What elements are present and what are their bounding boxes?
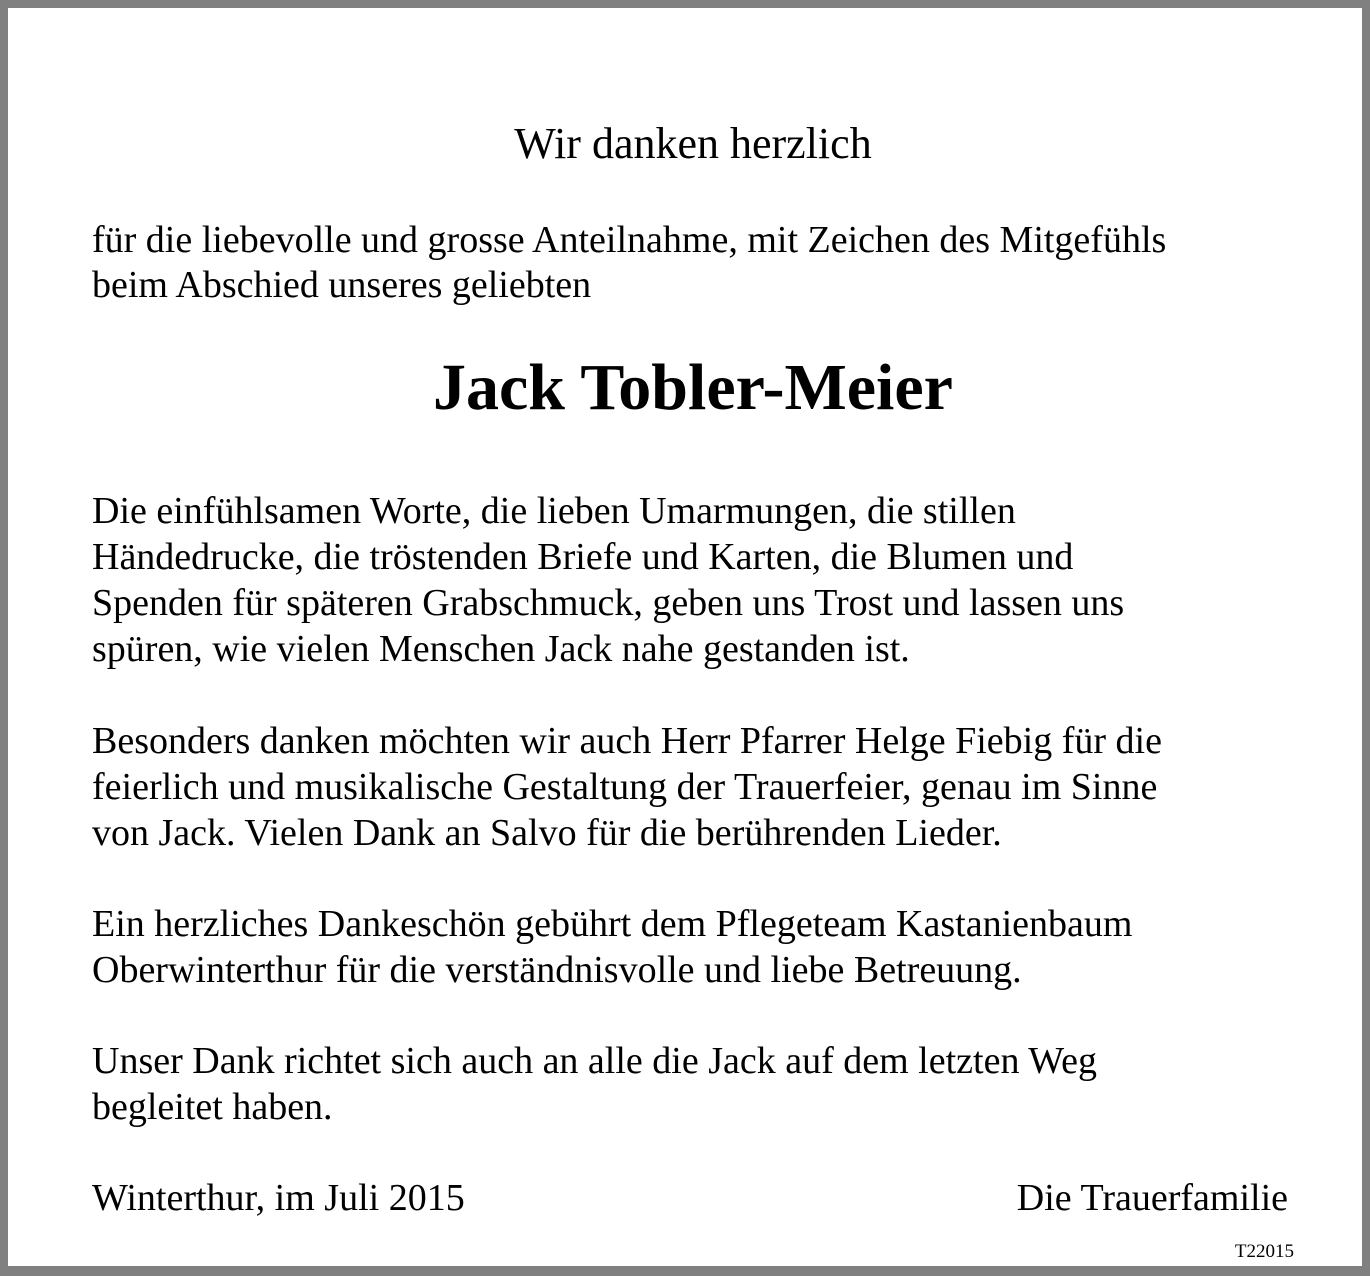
intro-line: beim Abschied unseres geliebten (92, 264, 592, 306)
paragraph-line: Besonders danken möchten wir auch Herr Pfarrer Helge Fiebig für die (92, 720, 1162, 762)
notice-heading: Wir danken herzlich (514, 119, 872, 168)
ad-code: T22015 (1234, 1241, 1294, 1262)
intro-line: für die liebevolle und grosse Anteilnahme, mit Zeichen des Mitgefühls (92, 219, 1167, 261)
place-date: Winterthur, im Juli 2015 (92, 1177, 465, 1219)
paragraph-line: feierlich und musikalische Gestaltung der Trauerfeier, genau im Sinne (92, 766, 1158, 808)
paragraph-line: Die einfühlsamen Worte, die lieben Umarmungen, die stillen (92, 490, 1016, 532)
paragraph-line: begleitet haben. (92, 1086, 333, 1128)
paragraph-care-team-thanks (92, 901, 1132, 993)
signature: Die Trauerfamilie (1016, 1177, 1288, 1219)
intro-text (92, 218, 1166, 308)
paragraph-line: von Jack. Vielen Dank an Salvo für die berührenden Lieder. (92, 812, 1002, 854)
paragraph-line: Spenden für späteren Grabschmuck, geben uns Trost und lassen uns (92, 582, 1125, 624)
paragraph-line: Ein herzliches Dankeschön gebührt dem Pflegeteam Kastanienbaum (92, 903, 1133, 945)
paragraph-pastor-thanks (92, 718, 1162, 856)
paragraph-line: Unser Dank richtet sich auch an alle die Jack auf dem letzten Weg (92, 1040, 1097, 1082)
deceased-name: Jack Tobler-Meier (433, 351, 953, 424)
paragraph-line: Oberwinterthur für die verständnisvolle und liebe Betreuung. (92, 949, 1022, 991)
paragraph-final-thanks (92, 1038, 1097, 1130)
paragraph-line: Händedrucke, die tröstenden Briefe und Karten, die Blumen und (92, 536, 1074, 578)
paragraph-condolences (92, 488, 1124, 672)
paragraph-line: spüren, wie vielen Menschen Jack nahe gestanden ist. (92, 628, 910, 670)
